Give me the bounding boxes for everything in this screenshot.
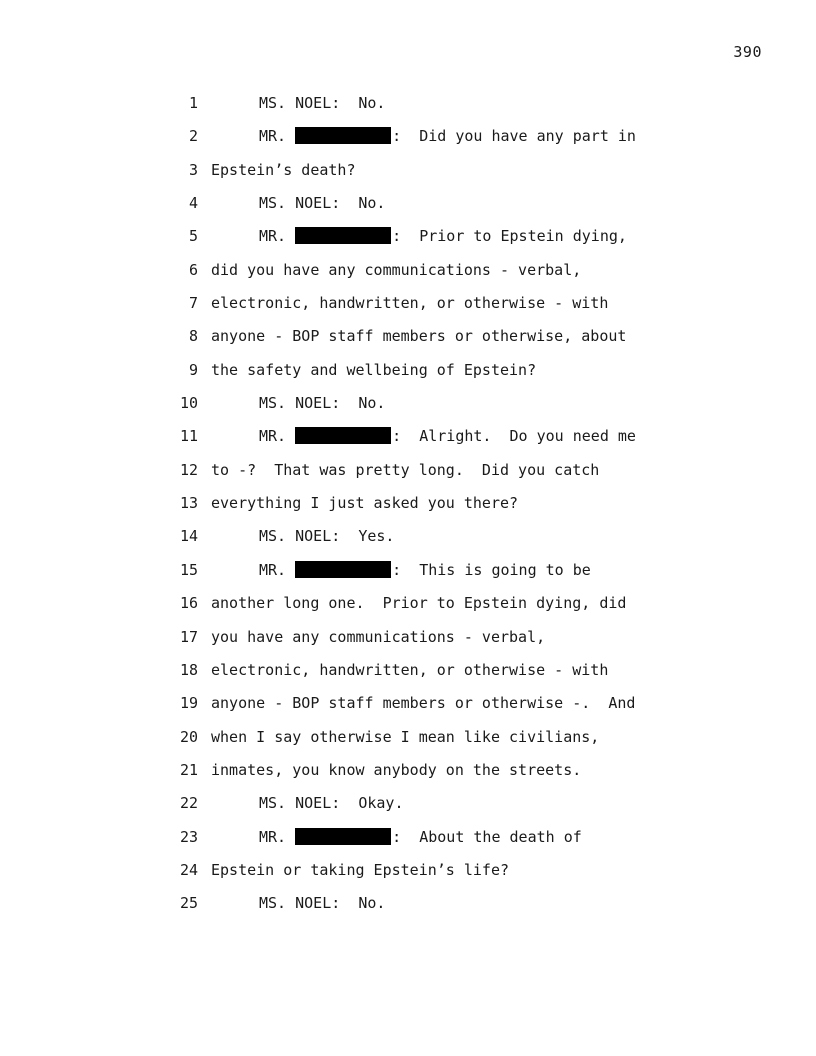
speaker-label: MS. NOEL: [259, 194, 341, 213]
transcript-line [174, 761, 774, 794]
redaction-block [295, 561, 391, 578]
line-number: 5 [188, 227, 198, 246]
line-text [211, 261, 581, 279]
line-number: 4 [188, 194, 198, 213]
line-content: No. [340, 194, 386, 213]
transcript-line [174, 127, 774, 160]
line-number: 21 [179, 760, 198, 779]
transcript-line [174, 694, 774, 727]
line-text [259, 127, 636, 145]
line-text [259, 427, 636, 445]
line-content: No. [340, 894, 386, 913]
transcript-line [174, 561, 774, 594]
redaction-block [295, 227, 391, 244]
speaker-label: MR. [259, 127, 296, 146]
speaker-label: MR. [259, 560, 296, 579]
line-number: 14 [179, 527, 198, 546]
transcript-line [174, 194, 774, 227]
line-number: 18 [179, 660, 198, 679]
line-text [211, 728, 599, 746]
line-number: 13 [179, 494, 198, 513]
transcript-line [174, 394, 774, 427]
line-number: 10 [179, 394, 198, 413]
line-text [211, 594, 626, 612]
line-content: : Prior to Epstein dying, [392, 227, 627, 246]
transcript-line [174, 828, 774, 861]
transcript-line [174, 427, 774, 460]
line-number: 20 [179, 727, 198, 746]
line-number: 22 [179, 794, 198, 813]
line-number: 17 [179, 627, 198, 646]
line-number: 25 [179, 894, 198, 913]
line-number: 7 [188, 294, 198, 313]
transcript-line [174, 261, 774, 294]
line-text [259, 227, 627, 245]
line-number: 3 [188, 160, 198, 179]
line-number: 2 [188, 127, 198, 146]
line-number: 24 [179, 860, 198, 879]
transcript-line [174, 294, 774, 327]
line-content: : Alright. Do you need me [392, 427, 636, 446]
line-content: Yes. [340, 527, 395, 546]
line-text [259, 561, 591, 579]
line-text [211, 628, 545, 646]
line-content: : This is going to be [392, 560, 591, 579]
speaker-label: MS. NOEL: [259, 794, 341, 813]
transcript-line [174, 861, 774, 894]
line-content: : Did you have any part in [392, 127, 636, 146]
transcript-line [174, 794, 774, 827]
line-number: 1 [188, 94, 198, 112]
line-number: 19 [179, 694, 198, 713]
line-content: : About the death of [392, 827, 582, 846]
line-content: to -? That was pretty long. Did you catch [211, 460, 600, 479]
transcript-line [174, 327, 774, 360]
line-text [211, 694, 635, 712]
transcript-line [174, 728, 774, 761]
line-text [211, 661, 608, 679]
transcript-line [174, 461, 774, 494]
line-number: 23 [179, 827, 198, 846]
line-content: No. [340, 94, 386, 112]
line-content: electronic, handwritten, or otherwise - with [211, 660, 609, 679]
line-content: Epstein or taking Epstein’s life? [211, 860, 510, 879]
line-number: 16 [179, 594, 198, 613]
line-content: when I say otherwise I mean like civilians, [211, 727, 600, 746]
line-content: everything I just asked you there? [211, 494, 519, 513]
speaker-label: MS. NOEL: [259, 894, 341, 913]
transcript-body [174, 94, 774, 928]
line-content: Epstein’s death? [211, 160, 356, 179]
line-text [259, 394, 385, 412]
line-content: No. [340, 394, 386, 413]
transcript-line [174, 527, 774, 560]
redaction-block [295, 127, 391, 144]
line-content: inmates, you know anybody on the streets. [211, 760, 582, 779]
line-text [211, 327, 626, 345]
line-content: Okay. [340, 794, 404, 813]
speaker-label: MR. [259, 427, 296, 446]
line-number: 15 [179, 560, 198, 579]
line-content: another long one. Prior to Epstein dying, did [211, 594, 627, 613]
transcript-line [174, 894, 774, 927]
speaker-label: MS. NOEL: [259, 394, 341, 413]
line-number: 12 [179, 460, 198, 479]
speaker-label: MS. NOEL: [259, 527, 341, 546]
line-content: did you have any communications - verbal, [211, 260, 582, 279]
page-number: 390 [733, 43, 762, 61]
redaction-block [295, 828, 391, 845]
speaker-label: MR. [259, 827, 296, 846]
line-number: 6 [188, 260, 198, 279]
transcript-line [174, 227, 774, 260]
line-text [259, 894, 385, 912]
line-content: anyone - BOP staff members or otherwise, about [211, 327, 627, 346]
line-text [211, 461, 599, 479]
speaker-label: MR. [259, 227, 296, 246]
transcript-line [174, 94, 774, 127]
line-content: electronic, handwritten, or otherwise - with [211, 294, 609, 313]
line-text [259, 828, 582, 846]
line-number: 8 [188, 327, 198, 346]
transcript-line [174, 161, 774, 194]
speaker-label: MS. NOEL: [259, 94, 341, 112]
line-number: 11 [179, 427, 198, 446]
transcript-line [174, 661, 774, 694]
line-text [259, 194, 385, 212]
line-text [211, 361, 536, 379]
transcript-line [174, 594, 774, 627]
line-text [211, 161, 356, 179]
line-number: 9 [188, 360, 198, 379]
line-text [259, 794, 404, 812]
redaction-block [295, 427, 391, 444]
line-content: anyone - BOP staff members or otherwise -. And [211, 694, 636, 713]
transcript-line [174, 628, 774, 661]
line-content: you have any communications - verbal, [211, 627, 546, 646]
line-text [259, 94, 385, 112]
line-text [211, 494, 518, 512]
line-text [211, 861, 509, 879]
line-content: the safety and wellbeing of Epstein? [211, 360, 537, 379]
line-text [211, 294, 608, 312]
line-text [259, 527, 394, 545]
transcript-line [174, 494, 774, 527]
transcript-line [174, 361, 774, 394]
line-text [211, 761, 581, 779]
